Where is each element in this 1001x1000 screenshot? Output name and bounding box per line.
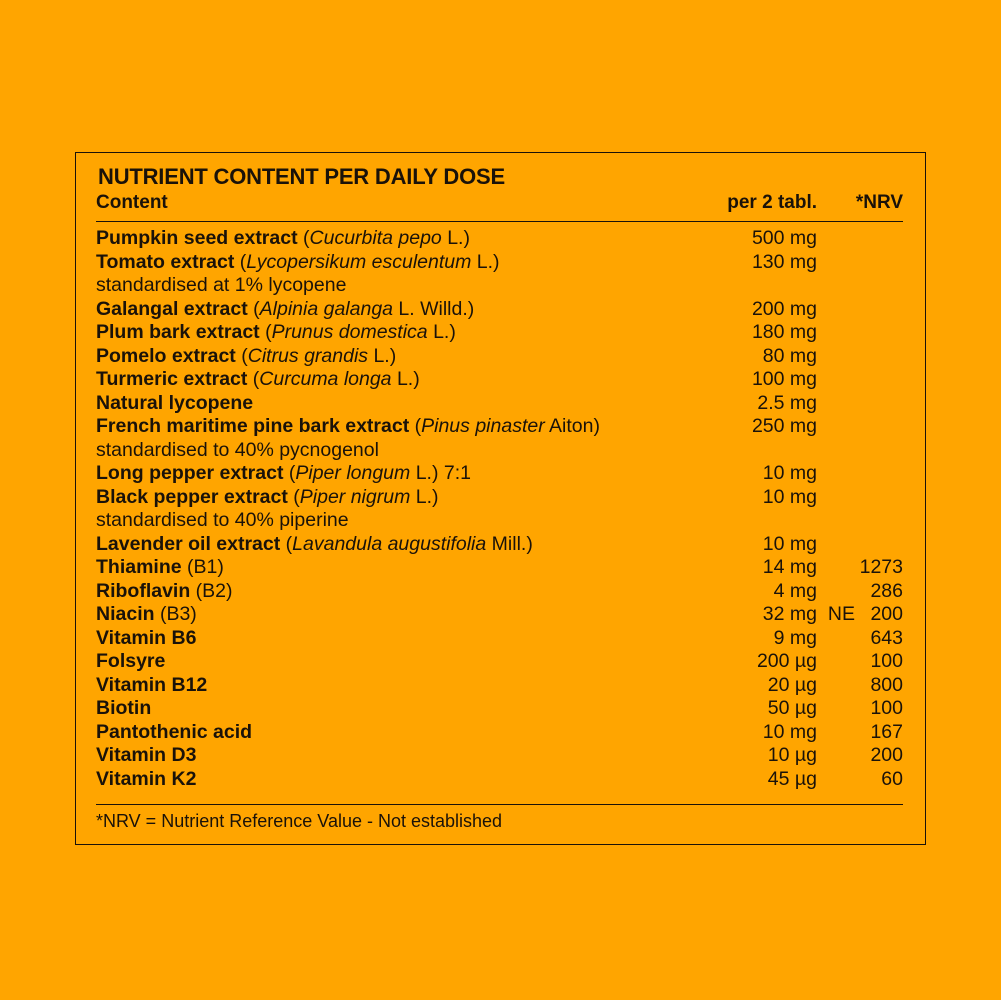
latin-name: Lycopersikum esculentum xyxy=(246,250,472,273)
nutrient-name: Folsyre xyxy=(96,650,166,672)
nutrient-name: Riboflavin xyxy=(96,579,191,602)
nutrient-name-cell xyxy=(96,227,470,251)
nutrient-name: Thiamine xyxy=(96,556,182,578)
nrv-value: 200 xyxy=(870,744,903,766)
amount-per-dose: 180 mg xyxy=(751,321,817,343)
latin-open: ( xyxy=(247,297,260,320)
table-row xyxy=(96,674,903,698)
nutrient-name-cell xyxy=(96,556,224,580)
nutrient-note: L.) xyxy=(410,485,439,508)
table-row xyxy=(96,368,903,392)
nutrient-name: Turmeric extract xyxy=(96,368,248,390)
nutrient-name-cell xyxy=(96,650,165,674)
table-row xyxy=(96,321,903,345)
table-row xyxy=(96,721,903,745)
latin-open: ( xyxy=(235,344,248,367)
nutrient-note: (B2) xyxy=(190,579,233,602)
latin-name: Alpinia galanga xyxy=(259,297,394,320)
amount-per-dose: 10 mg xyxy=(762,720,817,743)
nrv-value: 100 xyxy=(870,697,903,719)
nutrient-name: Vitamin B12 xyxy=(96,673,208,696)
latin-name: Lavandula augustifolia xyxy=(292,532,487,555)
nutrient-name: Natural lycopene xyxy=(96,391,254,414)
table-row xyxy=(96,580,903,604)
amount-per-dose: 10 mg xyxy=(762,485,817,508)
header-divider xyxy=(96,221,903,222)
header-per-dose: per 2 tabl. xyxy=(727,192,817,213)
amount-per-dose: 500 mg xyxy=(751,227,817,249)
nutrient-name: Vitamin B6 xyxy=(96,626,197,649)
nutrient-note: standardised at 1% lycopene xyxy=(96,274,347,296)
latin-open: ( xyxy=(409,415,422,437)
nutrient-name-cell xyxy=(96,462,471,486)
nutrient-name-cell xyxy=(96,509,349,533)
nutrient-name: Lavender oil extract xyxy=(96,532,281,555)
nrv-value: 1273 xyxy=(859,556,903,578)
table-row xyxy=(96,697,903,721)
footnote: *NRV = Nutrient Reference Value - Not established xyxy=(96,811,503,831)
nutrient-name: Vitamin K2 xyxy=(96,767,197,790)
nrv-value: 60 xyxy=(881,767,903,790)
nutrient-name: Black pepper extract xyxy=(96,485,288,508)
nutrient-note: (B3) xyxy=(154,603,197,625)
nutrient-note: Aiton) xyxy=(544,415,600,437)
amount-per-dose: 50 µg xyxy=(767,697,817,719)
nutrient-name-cell xyxy=(96,580,233,604)
nutrient-table-panel xyxy=(75,152,926,845)
table-row xyxy=(96,345,903,369)
table-row xyxy=(96,274,903,298)
nrv-value: 100 xyxy=(870,650,903,672)
ne-label: NE xyxy=(827,603,855,625)
nutrient-note: L.) 7:1 xyxy=(410,462,471,484)
nutrient-name-cell xyxy=(96,298,474,322)
nutrient-name-cell xyxy=(96,368,420,392)
table-row xyxy=(96,462,903,486)
footer-divider xyxy=(96,804,903,805)
nutrient-name-cell xyxy=(96,721,252,745)
nrv-value: 167 xyxy=(870,720,903,743)
nutrient-name-cell xyxy=(96,439,379,463)
latin-open: ( xyxy=(297,227,310,249)
nrv-value: 200 xyxy=(870,603,903,625)
nutrient-name: Galangal extract xyxy=(96,297,248,320)
header-nrv: *NRV xyxy=(855,192,903,213)
nutrient-note: L.) xyxy=(441,227,470,249)
amount-per-dose: 100 mg xyxy=(751,368,817,390)
latin-open: ( xyxy=(283,462,296,484)
nutrient-note: L.) xyxy=(427,321,456,343)
nutrient-name: Biotin xyxy=(96,697,152,719)
nutrient-name-cell xyxy=(96,533,533,557)
amount-per-dose: 10 mg xyxy=(762,462,817,484)
table-row xyxy=(96,650,903,674)
nutrient-name-cell xyxy=(96,321,456,345)
nutrient-note: L.) xyxy=(391,368,420,390)
amount-per-dose: 80 mg xyxy=(762,344,817,367)
nutrient-name-cell xyxy=(96,627,196,651)
nutrient-note: standardised to 40% pycnogenol xyxy=(96,438,379,461)
table-row xyxy=(96,768,903,792)
nutrient-name-cell xyxy=(96,345,396,369)
nutrient-name: Plum bark extract xyxy=(96,321,260,343)
latin-name: Citrus grandis xyxy=(247,344,369,367)
latin-open: ( xyxy=(259,321,272,343)
table-title: NUTRIENT CONTENT PER DAILY DOSE xyxy=(98,164,505,189)
latin-name: Piper nigrum xyxy=(299,485,411,508)
nrv-value: 643 xyxy=(870,626,903,649)
nutrient-name-cell xyxy=(96,744,196,768)
latin-name: Piper longum xyxy=(295,462,411,484)
amount-per-dose: 2.5 mg xyxy=(757,391,817,414)
nutrient-name: Pumpkin seed extract xyxy=(96,227,298,249)
amount-per-dose: 10 µg xyxy=(767,744,817,766)
table-row xyxy=(96,509,903,533)
nutrient-name-cell xyxy=(96,392,253,416)
nutrient-name: Long pepper extract xyxy=(96,462,284,484)
nutrient-name-cell xyxy=(96,415,600,439)
nutrient-note: L.) xyxy=(368,344,397,367)
latin-open: ( xyxy=(287,485,300,508)
table-row xyxy=(96,744,903,768)
nutrient-note: standardised to 40% piperine xyxy=(96,509,349,531)
amount-per-dose: 20 µg xyxy=(767,673,817,696)
nutrient-name: Tomato extract xyxy=(96,250,235,273)
nutrient-name-cell xyxy=(96,251,500,275)
latin-name: Pinus pinaster xyxy=(421,415,545,437)
table-row xyxy=(96,415,903,439)
amount-per-dose: 130 mg xyxy=(751,250,817,273)
nutrient-name-cell xyxy=(96,674,207,698)
table-row xyxy=(96,627,903,651)
table-row xyxy=(96,251,903,275)
table-row xyxy=(96,227,903,251)
latin-name: Cucurbita pepo xyxy=(309,227,442,249)
nrv-value: 800 xyxy=(870,673,903,696)
nutrient-name-cell xyxy=(96,274,346,298)
nutrient-note: L. Willd.) xyxy=(393,297,475,320)
table-row xyxy=(96,392,903,416)
amount-per-dose: 10 mg xyxy=(762,532,817,555)
nutrient-name-cell xyxy=(96,486,439,510)
nutrient-name-cell xyxy=(96,603,197,627)
table-row xyxy=(96,603,903,627)
table-row xyxy=(96,486,903,510)
nutrient-name: Pomelo extract xyxy=(96,344,236,367)
nutrient-note: L.) xyxy=(471,250,500,273)
nutrient-rows xyxy=(96,227,903,791)
amount-per-dose: 200 µg xyxy=(756,650,817,672)
table-row xyxy=(96,556,903,580)
nutrient-name: French maritime pine bark extract xyxy=(96,415,410,437)
nutrient-note: (B1) xyxy=(181,556,224,578)
nutrient-name-cell xyxy=(96,697,151,721)
nutrient-name: Niacin xyxy=(96,603,155,625)
amount-per-dose: 200 mg xyxy=(751,297,817,320)
amount-per-dose: 250 mg xyxy=(751,415,817,437)
amount-per-dose: 32 mg xyxy=(762,603,817,625)
header-content: Content xyxy=(96,192,168,213)
latin-open: ( xyxy=(234,250,247,273)
table-row xyxy=(96,533,903,557)
latin-open: ( xyxy=(280,532,293,555)
nutrient-name: Vitamin D3 xyxy=(96,744,197,766)
nrv-value: 286 xyxy=(870,579,903,602)
amount-per-dose: 9 mg xyxy=(773,626,817,649)
table-row xyxy=(96,298,903,322)
nutrient-name: Pantothenic acid xyxy=(96,720,253,743)
nutrient-name-cell xyxy=(96,768,196,792)
amount-per-dose: 45 µg xyxy=(767,767,817,790)
table-row xyxy=(96,439,903,463)
latin-name: Prunus domestica xyxy=(271,321,428,343)
latin-open: ( xyxy=(247,368,260,390)
nutrient-note: Mill.) xyxy=(486,532,533,555)
amount-per-dose: 4 mg xyxy=(773,579,817,602)
amount-per-dose: 14 mg xyxy=(762,556,817,578)
latin-name: Curcuma longa xyxy=(259,368,392,390)
